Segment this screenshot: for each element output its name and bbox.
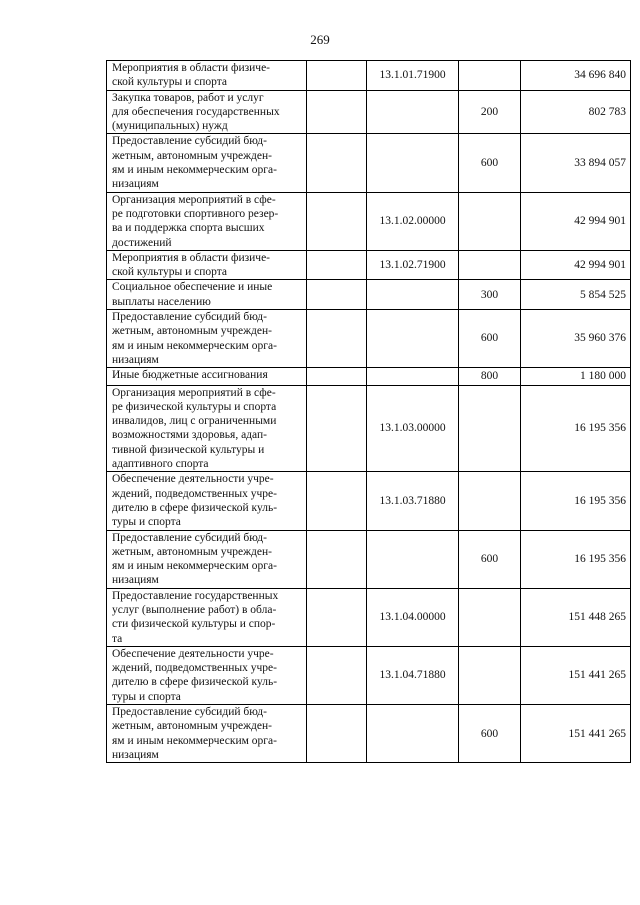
row-empty-cell: [307, 250, 367, 280]
row-code-cell: [367, 530, 459, 588]
row-code-cell: 13.1.04.00000: [367, 588, 459, 646]
row-expense-type-cell: 200: [459, 90, 521, 134]
row-amount-cell: 802 783: [521, 90, 631, 134]
row-empty-cell: [307, 588, 367, 646]
table-row: [107, 280, 631, 310]
row-empty-cell: [307, 134, 367, 192]
row-name-cell: Организация мероприятий в сфе- ре физической культуры и спорта инвалидов, лиц с ограниченными возможностями здоровья, адап- тивной физической культуры и адаптивного спорта: [107, 385, 307, 472]
row-expense-type-cell: 800: [459, 368, 521, 385]
row-amount-cell: 16 195 356: [521, 530, 631, 588]
row-code-cell: 13.1.01.71900: [367, 61, 459, 91]
row-name-cell: Иные бюджетные ассигнования: [107, 368, 307, 385]
row-code-cell: 13.1.03.00000: [367, 385, 459, 472]
row-empty-cell: [307, 472, 367, 530]
table-row: [107, 90, 631, 134]
row-name-cell: Мероприятия в области физиче- ской культуры и спорта: [107, 61, 307, 91]
row-expense-type-cell: [459, 472, 521, 530]
row-amount-cell: 42 994 901: [521, 192, 631, 250]
row-code-cell: 13.1.02.00000: [367, 192, 459, 250]
row-code-cell: 13.1.02.71900: [367, 250, 459, 280]
table-row: [107, 192, 631, 250]
row-empty-cell: [307, 192, 367, 250]
row-amount-cell: 42 994 901: [521, 250, 631, 280]
row-expense-type-cell: [459, 250, 521, 280]
row-expense-type-cell: [459, 192, 521, 250]
row-name-cell: Мероприятия в области физиче- ской культуры и спорта: [107, 250, 307, 280]
row-empty-cell: [307, 310, 367, 368]
row-name-cell: Предоставление субсидий бюд- жетным, автономным учрежден- ям и иным некоммерческим орга- низациям: [107, 310, 307, 368]
row-expense-type-cell: [459, 385, 521, 472]
row-expense-type-cell: [459, 61, 521, 91]
table-row: [107, 134, 631, 192]
row-code-cell: [367, 280, 459, 310]
table-row: [107, 310, 631, 368]
row-empty-cell: [307, 90, 367, 134]
row-amount-cell: 16 195 356: [521, 472, 631, 530]
row-name-cell: Организация мероприятий в сфе- ре подготовки спортивного резер- ва и поддержка спорта высших достижений: [107, 192, 307, 250]
row-expense-type-cell: 600: [459, 134, 521, 192]
row-amount-cell: 34 696 840: [521, 61, 631, 91]
row-code-cell: [367, 310, 459, 368]
row-empty-cell: [307, 280, 367, 310]
row-amount-cell: 151 441 265: [521, 646, 631, 704]
row-name-cell: Предоставление субсидий бюд- жетным, автономным учрежден- ям и иным некоммерческим орга- низациям: [107, 134, 307, 192]
row-amount-cell: 1 180 000: [521, 368, 631, 385]
budget-table: [106, 60, 631, 763]
table-row: [107, 250, 631, 280]
row-name-cell: Предоставление субсидий бюд- жетным, автономным учрежден- ям и иным некоммерческим орга- низациям: [107, 530, 307, 588]
row-code-cell: 13.1.04.71880: [367, 646, 459, 704]
row-empty-cell: [307, 646, 367, 704]
table-row: [107, 646, 631, 704]
row-amount-cell: 33 894 057: [521, 134, 631, 192]
row-code-cell: 13.1.03.71880: [367, 472, 459, 530]
row-amount-cell: 35 960 376: [521, 310, 631, 368]
row-name-cell: Обеспечение деятельности учре- ждений, подведомственных учре- дителю в сфере физической куль- туры и спорта: [107, 646, 307, 704]
row-code-cell: [367, 368, 459, 385]
row-code-cell: [367, 705, 459, 763]
row-code-cell: [367, 134, 459, 192]
row-empty-cell: [307, 385, 367, 472]
row-expense-type-cell: 600: [459, 310, 521, 368]
row-expense-type-cell: 600: [459, 530, 521, 588]
row-name-cell: Социальное обеспечение и иные выплаты населению: [107, 280, 307, 310]
row-empty-cell: [307, 368, 367, 385]
row-amount-cell: 151 441 265: [521, 705, 631, 763]
row-name-cell: Закупка товаров, работ и услуг для обеспечения государственных (муниципальных) нужд: [107, 90, 307, 134]
row-code-cell: [367, 90, 459, 134]
row-empty-cell: [307, 705, 367, 763]
table-row: [107, 368, 631, 385]
row-expense-type-cell: 300: [459, 280, 521, 310]
table-row: [107, 530, 631, 588]
row-amount-cell: 5 854 525: [521, 280, 631, 310]
row-empty-cell: [307, 530, 367, 588]
row-empty-cell: [307, 61, 367, 91]
row-name-cell: Предоставление государственных услуг (выполнение работ) в обла- сти физической культуры и спор- та: [107, 588, 307, 646]
table-row: [107, 705, 631, 763]
row-amount-cell: 16 195 356: [521, 385, 631, 472]
row-name-cell: Обеспечение деятельности учре- ждений, подведомственных учре- дителю в сфере физической куль- туры и спорта: [107, 472, 307, 530]
row-expense-type-cell: [459, 646, 521, 704]
row-amount-cell: 151 448 265: [521, 588, 631, 646]
row-expense-type-cell: [459, 588, 521, 646]
table-row: [107, 472, 631, 530]
table-row: [107, 385, 631, 472]
page-number: 269: [310, 32, 330, 47]
table-row: [107, 61, 631, 91]
row-expense-type-cell: 600: [459, 705, 521, 763]
table-row: [107, 588, 631, 646]
table-body: [107, 61, 631, 763]
row-name-cell: Предоставление субсидий бюд- жетным, автономным учрежден- ям и иным некоммерческим орга- низациям: [107, 705, 307, 763]
